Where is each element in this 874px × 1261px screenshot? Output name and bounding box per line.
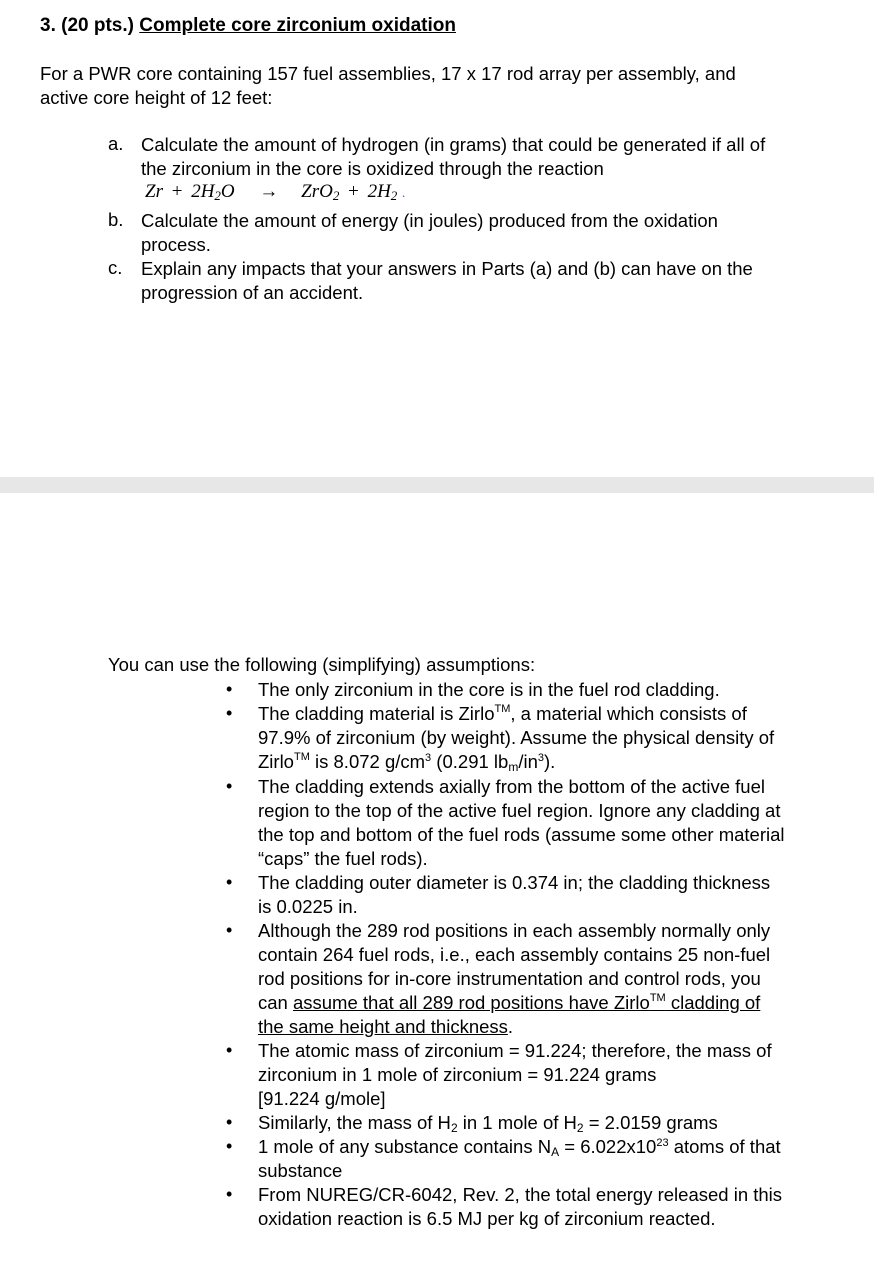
assumption-5-line-1: Although the 289 rod positions in each assembly normally only [258,920,771,941]
part-a-line-2: the zirconium in the core is oxidized through the reaction [141,158,604,179]
part-c-line-1: Explain any impacts that your answers in Parts (a) and (b) can have on the [141,258,753,279]
assumption-4-line-2: is 0.0225 in. [258,896,358,917]
assumption-2-line-1: The cladding material is Zirlo™, a material which consists of [258,703,747,724]
assumption-5-line-4: can assume that all 289 rod positions have Zirlo™ cladding of [258,992,761,1013]
assumption-1-line-1: The only zirconium in the core is in the fuel rod cladding. [258,679,720,700]
assumption-7-line-1: Similarly, the mass of $H_2$ in 1 mole of $H_2 = 2.0159$ grams [258,1112,718,1135]
bullet-1: • [226,679,233,699]
part-b-line-2: process. [141,234,211,255]
assumption-5-line-3: rod positions for in-core instrumentation and control rods, you [258,968,761,989]
assumption-5-line-5: the same height and thickness. [258,1016,514,1037]
assumption-3-line-4: “caps” the fuel rods). [258,848,428,869]
bullet-8: • [226,1136,233,1156]
bullet-2: • [226,703,233,723]
part-b-label: b. [108,209,124,230]
assumption-2-line-3: Zirlo™ is 8.072 $g/cm^3$ (0.291 $lb_m/in^3$). [258,751,556,774]
intro-line-1: For a PWR core containing 157 fuel assemblies, 17 x 17 rod array per assembly, and [40,63,736,84]
part-a-label: a. [108,133,124,154]
part-c-line-2: progression of an accident. [141,282,364,303]
bullet-5: • [226,920,233,940]
assumption-6-line-2: zirconium in 1 mole of zirconium = 91.224 grams [258,1064,657,1085]
reaction-equation: $Zr + 2H_2O \to ZrO_2 + 2H_2$ . [145,181,406,203]
bullet-4: • [226,872,233,892]
part-c-label: c. [108,257,123,278]
part-b-line-1: Calculate the amount of energy (in joules) produced from the oxidation [141,210,718,231]
question-title: Complete core zirconium oxidation [139,15,456,36]
bullet-6: • [226,1040,233,1060]
assumption-4-line-1: The cladding outer diameter is 0.374 in; the cladding thickness [258,872,771,893]
bullet-3: • [226,776,233,796]
assumption-5-line-2: contain 264 fuel rods, i.e., each assembly contains 25 non-fuel [258,944,771,965]
bullet-7: • [226,1112,233,1132]
assumptions-intro: You can use the following (simplifying) assumptions: [108,654,536,675]
assumption-6-line-3: [91.224 g/mole] [258,1088,386,1109]
assumption-3-line-3: the top and bottom of the fuel rods (assume some other material [258,824,785,845]
assumption-8-line-1: 1 mole of any substance contains $N_A = 6.022x10^{23}$ atoms of that [258,1136,781,1159]
assumption-9-line-2: oxidation reaction is 6.5 MJ per kg of zirconium reacted. [258,1208,716,1229]
assumption-3-line-1: The cladding extends axially from the bottom of the active fuel [258,776,765,797]
bullet-9: • [226,1184,233,1204]
question-number: 3. (20 pts.) [40,15,134,36]
assumption-2-line-2: 97.9% of zirconium (by weight). Assume the physical density of [258,727,775,748]
question-header [40,15,456,37]
assumption-9-line-1: From NUREG/CR-6042, Rev. 2, the total energy released in this [258,1184,783,1205]
intro-line-2: active core height of 12 feet: [40,87,273,108]
assumption-3-line-2: region to the top of the active fuel region. Ignore any cladding at [258,800,781,821]
page-divider [0,477,874,493]
assumption-6-line-1: The atomic mass of zirconium = 91.224; therefore, the mass of [258,1040,772,1061]
assumption-8-line-2: substance [258,1160,343,1181]
part-a-line-1: Calculate the amount of hydrogen (in grams) that could be generated if all of [141,134,766,155]
